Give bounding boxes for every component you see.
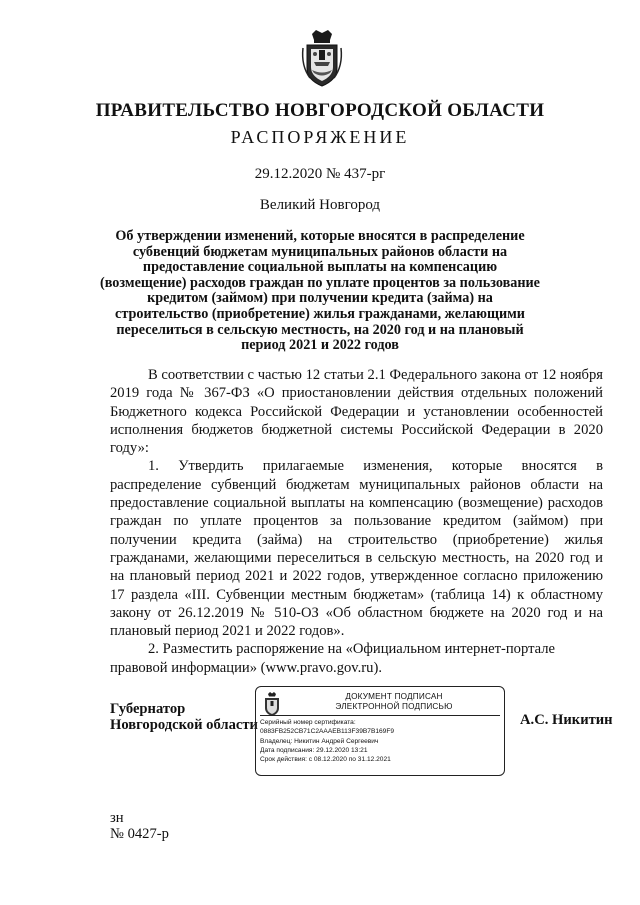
government-title: ПРАВИТЕЛЬСТВО НОВГОРОДСКОЙ ОБЛАСТИ [95, 100, 545, 121]
document-city: Великий Новгород [259, 197, 381, 213]
body-paragraph-item-1: 1. Утвердить прилагаемые изменения, которые вносятся в распределение субвенций бюджетам муниципальных районов области на предоставление социальной выплаты на компенсацию (возмещение) расходов граждан по уплате процентов за пользование кредитом (займом) при получении кредита (займа) на строительство (приобретение) жилья гражданами, желающими переселиться в сельскую местность, на 2020 год и на плановый период 2021 и 2022 годов, утвержденное согласно приложению 17 раздела «III. Субвенции местным бюджетам» (таблица 14) к областному закону от 26.12.2019 № 510-ОЗ «Об областном бюджете на 2020 год и на плановый период 2021 и 2022 годов». [110, 458, 603, 640]
footer-initials: зн [110, 810, 124, 826]
stamp-serial-label: Серийный номер сертификата: [260, 719, 356, 726]
stamp-divider [260, 715, 500, 716]
stamp-serial-value: 0883FB252CB71C2AAAEB113F39B7B169F9 [260, 728, 395, 736]
document-body [110, 366, 603, 677]
stamp-title-line2: ЭЛЕКТРОННОЙ ПОДПИСЬЮ [335, 702, 453, 711]
stamp-emblem-icon [262, 691, 282, 717]
document-footer [110, 810, 169, 842]
stamp-details [260, 718, 394, 764]
body-paragraph-item-2: 2. Разместить распоряжение на «Официальном интернет-портале правовой информации» (www.pravo.gov.ru). [110, 641, 555, 676]
stamp-owner: Владелец: Никитин Андрей Сергеевич [260, 737, 379, 745]
signatory-position-line2: Новгородской области [110, 716, 258, 733]
electronic-signature-stamp [255, 686, 505, 776]
stamp-signed-date: Дата подписания: 29.12.2020 13:21 [260, 746, 368, 754]
document-subject: Об утверждении изменений, которые вносятся в распределение субвенций бюджетам муниципальных районов области на предоставление социальной выплаты на компенсацию (возмещение) расходов граждан по уплате процентов за пользование кредитом (займом) при получении кредита (займа) на строительство (приобретение) жилья гражданами, желающими переселиться в сельскую местность, на 2020 год и на плановый период 2021 и 2022 годов [100, 228, 540, 354]
stamp-validity: Срок действия: с 08.12.2020 по 31.12.2021 [260, 756, 391, 764]
signatory-position [110, 702, 258, 733]
signatory-name: А.С. Никитин [520, 712, 613, 728]
stamp-title [294, 692, 494, 712]
signatory-position-line1: Губернатор [110, 701, 186, 717]
stamp-title-line1: ДОКУМЕНТ ПОДПИСАН [345, 692, 443, 701]
coat-of-arms-emblem [300, 28, 344, 88]
document-type: РАСПОРЯЖЕНИЕ [230, 127, 410, 147]
body-paragraph-preamble: В соответствии с частью 12 статьи 2.1 Федерального закона от 12 ноября 2019 года № 367-ФЗ «О приостановлении действия отдельных положений Бюджетного кодекса Российской Федерации и установлении особенностей исполнения бюджетов бюджетной системы Российской Федерации в 2020 году»: [110, 367, 603, 457]
footer-number: № 0427-р [110, 826, 169, 842]
document-date-number: 29.12.2020 № 437-рг [254, 166, 386, 182]
